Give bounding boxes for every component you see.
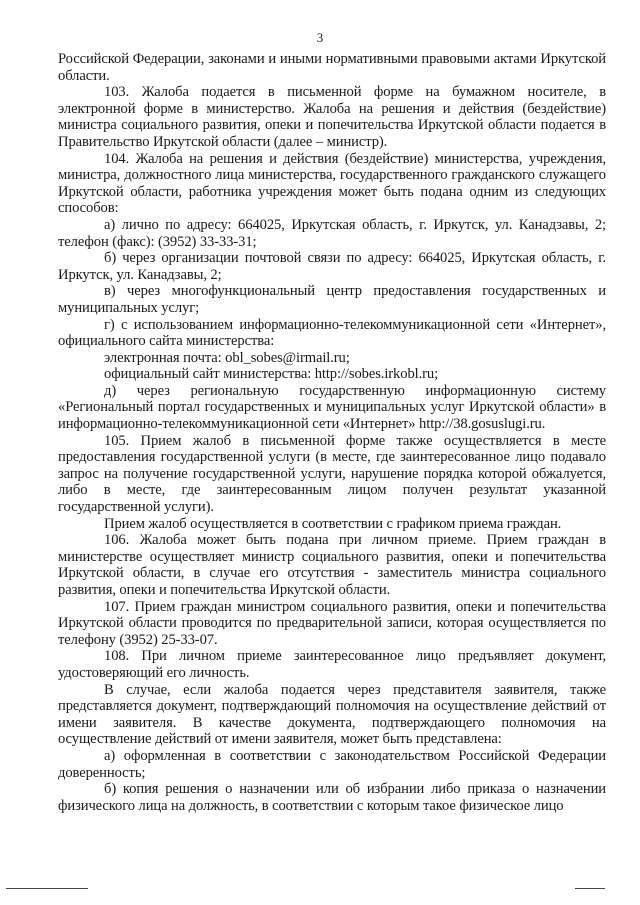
document-body — [58, 51, 606, 814]
page-number: 3 — [316, 30, 324, 45]
item-d-regional-portal: д) через региональную государственную информационную систему «Региональный портал государственных и муниципальных услуг Иркутской области» в информационно-телекоммуникационной сети «Интернет» http://38.gosuslugi.ru. — [58, 382, 606, 433]
paragraph-106: 106. Жалоба может быть подана при личном приеме. Прием граждан в министерстве осуществляет министр социального развития, опеки и попечительства Иркутской области, в случае его отсутствия - заместитель министра социального развития, опеки и попечительства Иркутской области. — [58, 532, 606, 598]
item-b-appointment-copy: б) копия решения о назначении или об избрании либо приказа о назначении физического лица на должность, в соответствии с которым такое физическое лицо — [58, 781, 606, 814]
item-a-power-of-attorney: а) оформленная в соответствии с законодательством Российской Федерации доверенность; — [58, 747, 606, 781]
paragraph-continuation: Российской Федерации, законами и иными нормативными правовыми актами Иркутской области. — [58, 51, 606, 84]
paragraph-schedule: Прием жалоб осуществляется в соответствии с графиком приема граждан. — [104, 515, 562, 532]
item-b-postal: б) через организации почтовой связи по адресу: 664025, Иркутская область, г. Иркутск, ул. Канадзавы, 2; — [58, 250, 606, 283]
website-line: официальный сайт министерства: http://sobes.irkobl.ru; — [104, 366, 439, 383]
paragraph-104: 104. Жалоба на решения и действия (бездействие) министерства, учреждения, министра, должностного лица министерства, государственного гражданского служащего Иркутской области, работника учреждения может быть подана одним из следующих способов: — [58, 150, 606, 217]
paragraph-representative: В случае, если жалоба подается через представителя заявителя, также представляется документ, подтверждающий полномочия на осуществление действий от имени заявителя. В качестве документа, подтверждающего полномочия на осуществление действий от имени заявителя, может быть представлена: — [58, 681, 606, 748]
paragraph-105: 105. Прием жалоб в письменной форме также осуществляется в месте предоставления государственной услуги (в месте, где заинтересованное лицо подавало запрос на получение государственной услуги, нарушение порядка которой обжалуется, либо в месте, где заинтересованным лицом получен результат указанной государственной услуги). — [58, 432, 606, 516]
paragraph-103: 103. Жалоба подается в письменной форме на бумажном носителе, в электронной форме в министерство. Жалоба на решения и действия (бездействие) министра социального развития, опеки и попечительства Иркутской области подается в Правительство Иркутской области (далее – министр). — [58, 84, 606, 150]
item-a-in-person: а) лично по адресу: 664025, Иркутская область, г. Иркутск, ул. Канадзавы, 2; телефон (факс): (3952) 33-33-31; — [58, 216, 606, 250]
paragraph-108: 108. При личном приеме заинтересованное лицо предъявляет документ, удостоверяющий его личность. — [58, 648, 606, 681]
item-v-mfc: в) через многофункциональный центр предоставления государственных и муниципальных услуг; — [58, 283, 606, 316]
email-line: электронная почта: obl_sobes@irmail.ru; — [104, 349, 350, 366]
footer-rule-left — [6, 888, 88, 889]
footer-rule-right — [575, 888, 605, 889]
paragraph-107: 107. Прием граждан министром социального развития, опеки и попечительства Иркутской области проводится по предварительной записи, которая осуществляется по телефону (3952) 25-33-07. — [58, 598, 606, 648]
item-g-internet: г) с использованием информационно-телекоммуникационной сети «Интернет», официального сайта министерства: — [58, 316, 606, 350]
